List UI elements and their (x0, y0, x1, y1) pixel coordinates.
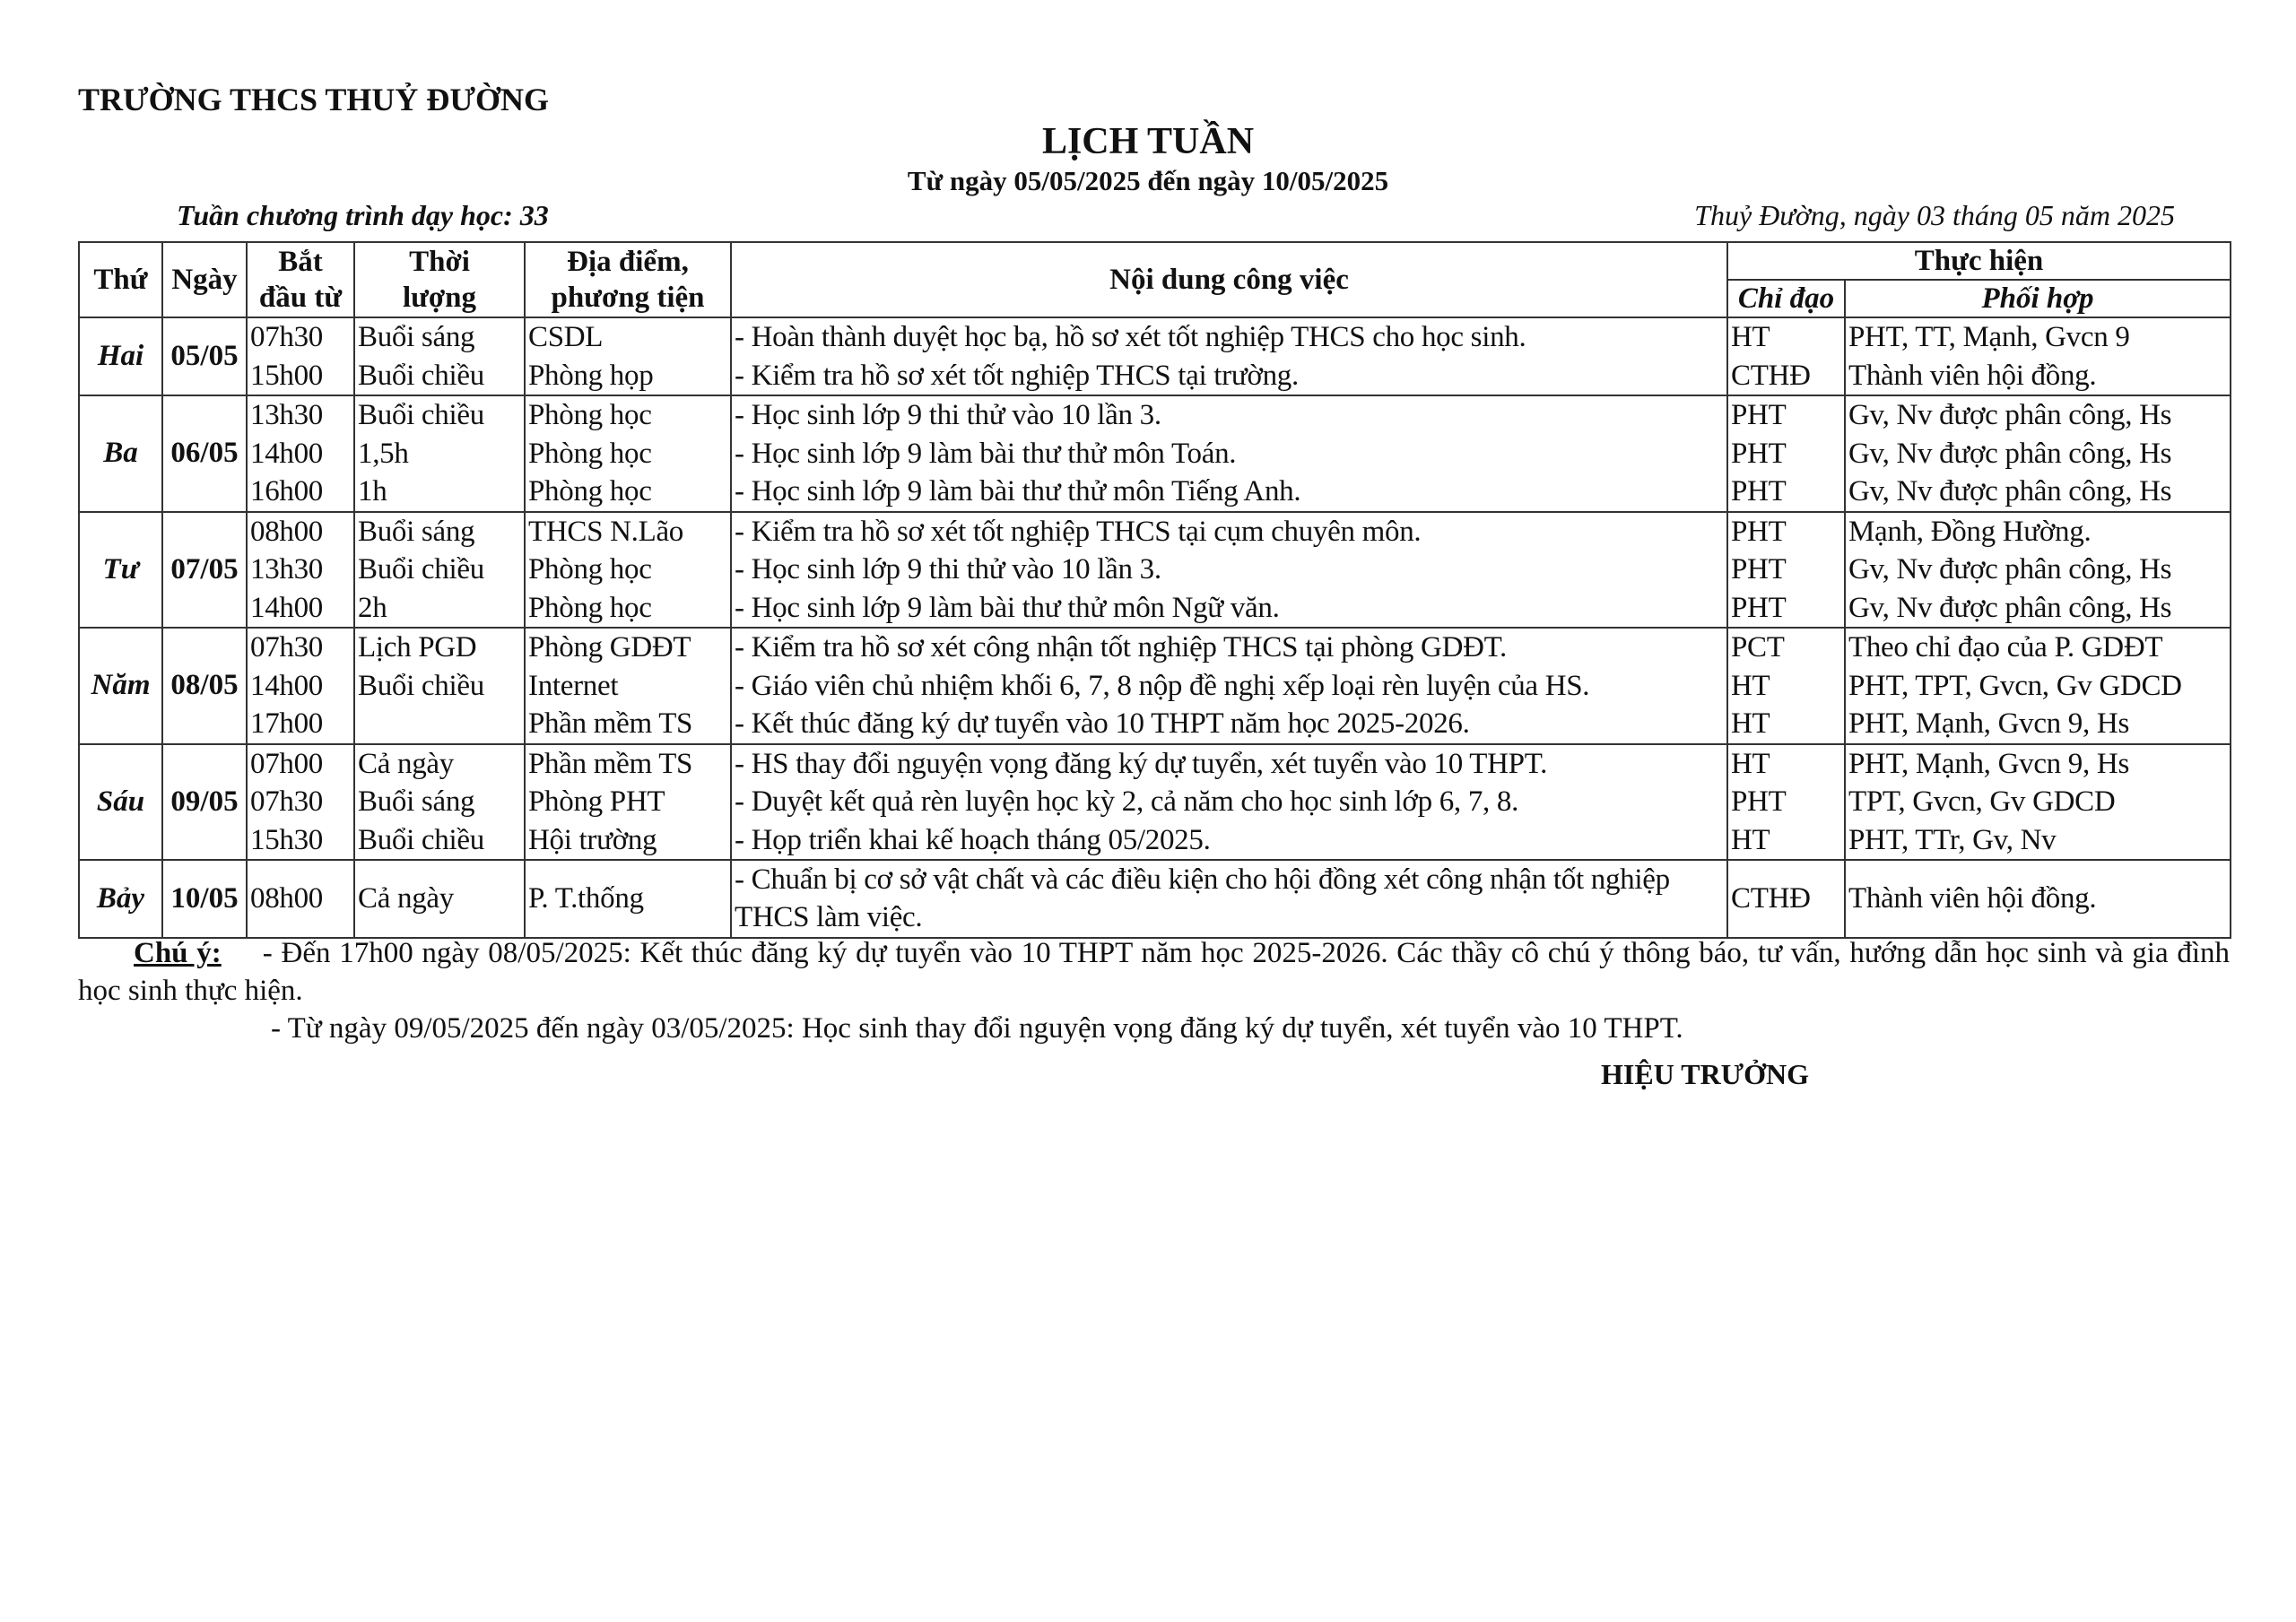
cooperators: Gv, Nv được phân công, Hs (1848, 553, 2172, 585)
start-time: 13h30 (250, 553, 324, 585)
duration: Buổi chiều (358, 399, 484, 431)
location: CSDL (528, 321, 604, 353)
week-label: Tuần chương trình dạy học: 33 (177, 199, 549, 231)
day-row-năm (79, 628, 2231, 744)
lead-person: HT (1731, 321, 1770, 353)
start-time: 15h30 (250, 823, 324, 856)
task-content-cell (731, 860, 1727, 938)
task-content: - Học sinh lớp 9 làm bài thư thử môn Ngữ văn. (735, 591, 1280, 624)
location: Hội trường (528, 823, 657, 856)
cooperators: Gv, Nv được phân công, Hs (1848, 399, 2172, 431)
lead-person: CTHĐ (1731, 882, 1811, 915)
lead-person: PHT (1731, 515, 1787, 548)
date-cell: 10/05 (162, 860, 247, 938)
date-cell: 06/05 (162, 395, 247, 512)
date-cell: 07/05 (162, 512, 247, 629)
task-content: - Học sinh lớp 9 thi thử vào 10 lần 3. (735, 399, 1161, 431)
lead-person-cell (1727, 512, 1845, 629)
duration: 1,5h (358, 437, 409, 470)
start-time: 14h00 (250, 437, 324, 470)
start-time: 08h00 (250, 882, 324, 915)
task-content: - Giáo viên chủ nhiệm khối 6, 7, 8 nộp đề nghị xếp loại rèn luyện của HS. (735, 669, 1590, 702)
location: Phòng học (528, 437, 652, 470)
task-content: - Học sinh lớp 9 làm bài thư thử môn Toán. (735, 437, 1237, 470)
duration-cell (354, 395, 525, 512)
lead-person-cell (1727, 317, 1845, 395)
task-content-cell (731, 744, 1727, 861)
location: Phòng GDĐT (528, 631, 691, 664)
duration: Lịch PGD (358, 631, 477, 664)
date-cell: 08/05 (162, 628, 247, 744)
note-1: - Đến 17h00 ngày 08/05/2025: Kết thúc đăng ký dự tuyển vào 10 THPT năm học 2025-2026. Các thầy cô chú ý thông báo, tư vấn, hướng dẫn học sinh và gia đình học sinh thực hiện. (78, 937, 2230, 1007)
school-name: TRƯỜNG THCS THUỶ ĐƯỜNG (78, 82, 550, 117)
task-content: - Hoàn thành duyệt học bạ, hồ sơ xét tốt nghiệp THCS cho học sinh. (735, 321, 1526, 353)
header-location: Địa điểm, phương tiện (525, 242, 731, 317)
start-time: 07h30 (250, 321, 324, 353)
lead-person-cell (1727, 744, 1845, 861)
lead-person: PCT (1731, 631, 1785, 664)
location-cell (525, 860, 731, 938)
notes-label: Chú ý: (134, 937, 222, 969)
start-time-cell (247, 628, 354, 744)
task-content: - Kiểm tra hồ sơ xét tốt nghiệp THCS tại cụm chuyên môn. (735, 515, 1422, 548)
start-time-cell (247, 860, 354, 938)
duration: Buổi chiều (358, 669, 484, 702)
location: Phòng học (528, 553, 652, 585)
duration: Buổi sáng (358, 321, 475, 353)
task-content: - Duyệt kết quả rèn luyện học kỳ 2, cả năm cho học sinh lớp 6, 7, 8. (735, 785, 1519, 818)
date-cell: 05/05 (162, 317, 247, 395)
cooperators: PHT, Mạnh, Gvcn 9, Hs (1848, 747, 2129, 780)
task-content: - Kiểm tra hồ sơ xét tốt nghiệp THCS tại trường. (735, 359, 1299, 392)
header-start: Bắt đầu từ (247, 242, 354, 317)
day-cell: Ba (79, 395, 162, 512)
cooperators-cell (1845, 317, 2231, 395)
start-time-cell (247, 317, 354, 395)
lead-person: PHT (1731, 399, 1787, 431)
lead-person: HT (1731, 707, 1770, 740)
location-cell (525, 395, 731, 512)
start-time: 14h00 (250, 591, 324, 624)
duration: Cả ngày (358, 882, 454, 915)
location: Phòng học (528, 591, 652, 624)
task-content-cell (731, 628, 1727, 744)
start-time: 13h30 (250, 399, 324, 431)
duration: Cả ngày (358, 747, 454, 780)
location: Phòng học (528, 399, 652, 431)
location-cell (525, 628, 731, 744)
duration: Buổi sáng (358, 785, 475, 818)
location: Phần mềm TS (528, 747, 693, 780)
task-content: - HS thay đổi nguyện vọng đăng ký dự tuyển, xét tuyển vào 10 THPT. (735, 747, 1548, 780)
lead-person-cell (1727, 860, 1845, 938)
duration-cell (354, 628, 525, 744)
cooperators: Theo chỉ đạo của P. GDĐT (1848, 631, 2163, 664)
duration-cell (354, 317, 525, 395)
cooperators-cell (1845, 512, 2231, 629)
date-range: Từ ngày 05/05/2025 đến ngày 10/05/2025 (907, 165, 1389, 196)
start-time: 17h00 (250, 707, 324, 740)
duration (358, 705, 521, 743)
cooperators: TPT, Gvcn, Gv GDCD (1848, 785, 2116, 818)
cooperators-cell (1845, 395, 2231, 512)
cooperators: Gv, Nv được phân công, Hs (1848, 475, 2172, 507)
task-content: - Họp triển khai kế hoạch tháng 05/2025. (735, 823, 1211, 856)
lead-person: PHT (1731, 553, 1787, 585)
duration: Buổi chiều (358, 359, 484, 392)
duration: Buổi sáng (358, 515, 475, 548)
start-time-cell (247, 512, 354, 629)
task-content: - Học sinh lớp 9 thi thử vào 10 lần 3. (735, 553, 1161, 585)
duration: 1h (358, 475, 387, 507)
cooperators: PHT, Mạnh, Gvcn 9, Hs (1848, 707, 2129, 740)
notes-section (78, 934, 2230, 1010)
document-title: LỊCH TUẦN (1041, 121, 1255, 162)
duration: Buổi chiều (358, 823, 484, 856)
cooperators: PHT, TTr, Gv, Nv (1848, 823, 2057, 856)
duration: Buổi chiều (358, 553, 484, 585)
task-content-cell (731, 395, 1727, 512)
lead-person: CTHĐ (1731, 359, 1811, 392)
task-content: - Kiểm tra hồ sơ xét công nhận tốt nghiệp THCS tại phòng GDĐT. (735, 631, 1508, 664)
location-cell (525, 317, 731, 395)
day-cell: Sáu (79, 744, 162, 861)
location: Phòng PHT (528, 785, 665, 818)
start-time: 07h30 (250, 631, 324, 664)
task-content: - Kết thúc đăng ký dự tuyển vào 10 THPT năm học 2025-2026. (735, 707, 1470, 740)
start-time: 16h00 (250, 475, 324, 507)
day-row-bảy (79, 860, 2231, 938)
day-cell: Bảy (79, 860, 162, 938)
duration-cell (354, 744, 525, 861)
cooperators: Thành viên hội đồng. (1848, 882, 2097, 915)
date-cell: 09/05 (162, 744, 247, 861)
duration-cell (354, 512, 525, 629)
cooperators: Mạnh, Đồng Hường. (1848, 515, 2092, 548)
duration-cell (354, 860, 525, 938)
lead-person: HT (1731, 823, 1770, 856)
start-time-cell (247, 395, 354, 512)
location-cell (525, 744, 731, 861)
day-row-ba (79, 395, 2231, 512)
day-cell: Năm (79, 628, 162, 744)
lead-person-cell (1727, 628, 1845, 744)
lead-person: PHT (1731, 591, 1787, 624)
lead-person: HT (1731, 669, 1770, 702)
start-time: 07h00 (250, 747, 324, 780)
location-cell (525, 512, 731, 629)
task-content: - Học sinh lớp 9 làm bài thư thử môn Tiếng Anh. (735, 475, 1301, 507)
start-time: 07h30 (250, 785, 324, 818)
signature-title: HIỆU TRƯỞNG (1601, 1058, 1810, 1090)
location: P. T.thống (528, 882, 644, 915)
cooperators: PHT, TT, Mạnh, Gvcn 9 (1848, 321, 2130, 353)
task-content-cell (731, 512, 1727, 629)
schedule-table (78, 241, 2231, 939)
day-row-tư (79, 512, 2231, 629)
place-date: Thuỷ Đường, ngày 03 tháng 05 năm 2025 (1694, 199, 2175, 231)
location: Phần mềm TS (528, 707, 693, 740)
day-row-hai (79, 317, 2231, 395)
cooperators-cell (1845, 860, 2231, 938)
cooperators: Gv, Nv được phân công, Hs (1848, 591, 2172, 624)
cooperators: PHT, TPT, Gvcn, Gv GDCD (1848, 669, 2182, 702)
lead-person-cell (1727, 395, 1845, 512)
cooperators: Gv, Nv được phân công, Hs (1848, 437, 2172, 470)
start-time: 08h00 (250, 515, 324, 548)
day-row-sáu (79, 744, 2231, 861)
location: Internet (528, 669, 619, 702)
lead-person: PHT (1731, 785, 1787, 818)
header-duration: Thời lượng (354, 242, 525, 317)
lead-person: PHT (1731, 475, 1787, 507)
header-execution: Thực hiện (1727, 242, 2231, 280)
header-coop: Phối hợp (1845, 280, 2231, 317)
cooperators-cell (1845, 744, 2231, 861)
start-time: 15h00 (250, 359, 324, 392)
location: THCS N.Lão (528, 515, 683, 548)
lead-person: HT (1731, 747, 1770, 780)
task-content: - Chuẩn bị cơ sở vật chất và các điều kiện cho hội đồng xét công nhận tốt nghiệp THCS làm việc. (735, 863, 1670, 933)
start-time: 14h00 (250, 669, 324, 702)
header-day: Thứ (79, 242, 162, 317)
header-lead: Chỉ đạo (1727, 280, 1845, 317)
header-date: Ngày (162, 242, 247, 317)
start-time-cell (247, 744, 354, 861)
cooperators: Thành viên hội đồng. (1848, 359, 2097, 392)
location: Phòng họp (528, 359, 654, 392)
location: Phòng học (528, 475, 652, 507)
header-content: Nội dung công việc (731, 242, 1727, 317)
day-cell: Tư (79, 512, 162, 629)
duration: 2h (358, 591, 387, 624)
day-cell: Hai (79, 317, 162, 395)
task-content-cell (731, 317, 1727, 395)
cooperators-cell (1845, 628, 2231, 744)
lead-person: PHT (1731, 437, 1787, 470)
note-2: - Từ ngày 09/05/2025 đến ngày 03/05/2025: Học sinh thay đổi nguyện vọng đăng ký dự tuyển, xét tuyển vào 10 THPT. (271, 1012, 1683, 1045)
